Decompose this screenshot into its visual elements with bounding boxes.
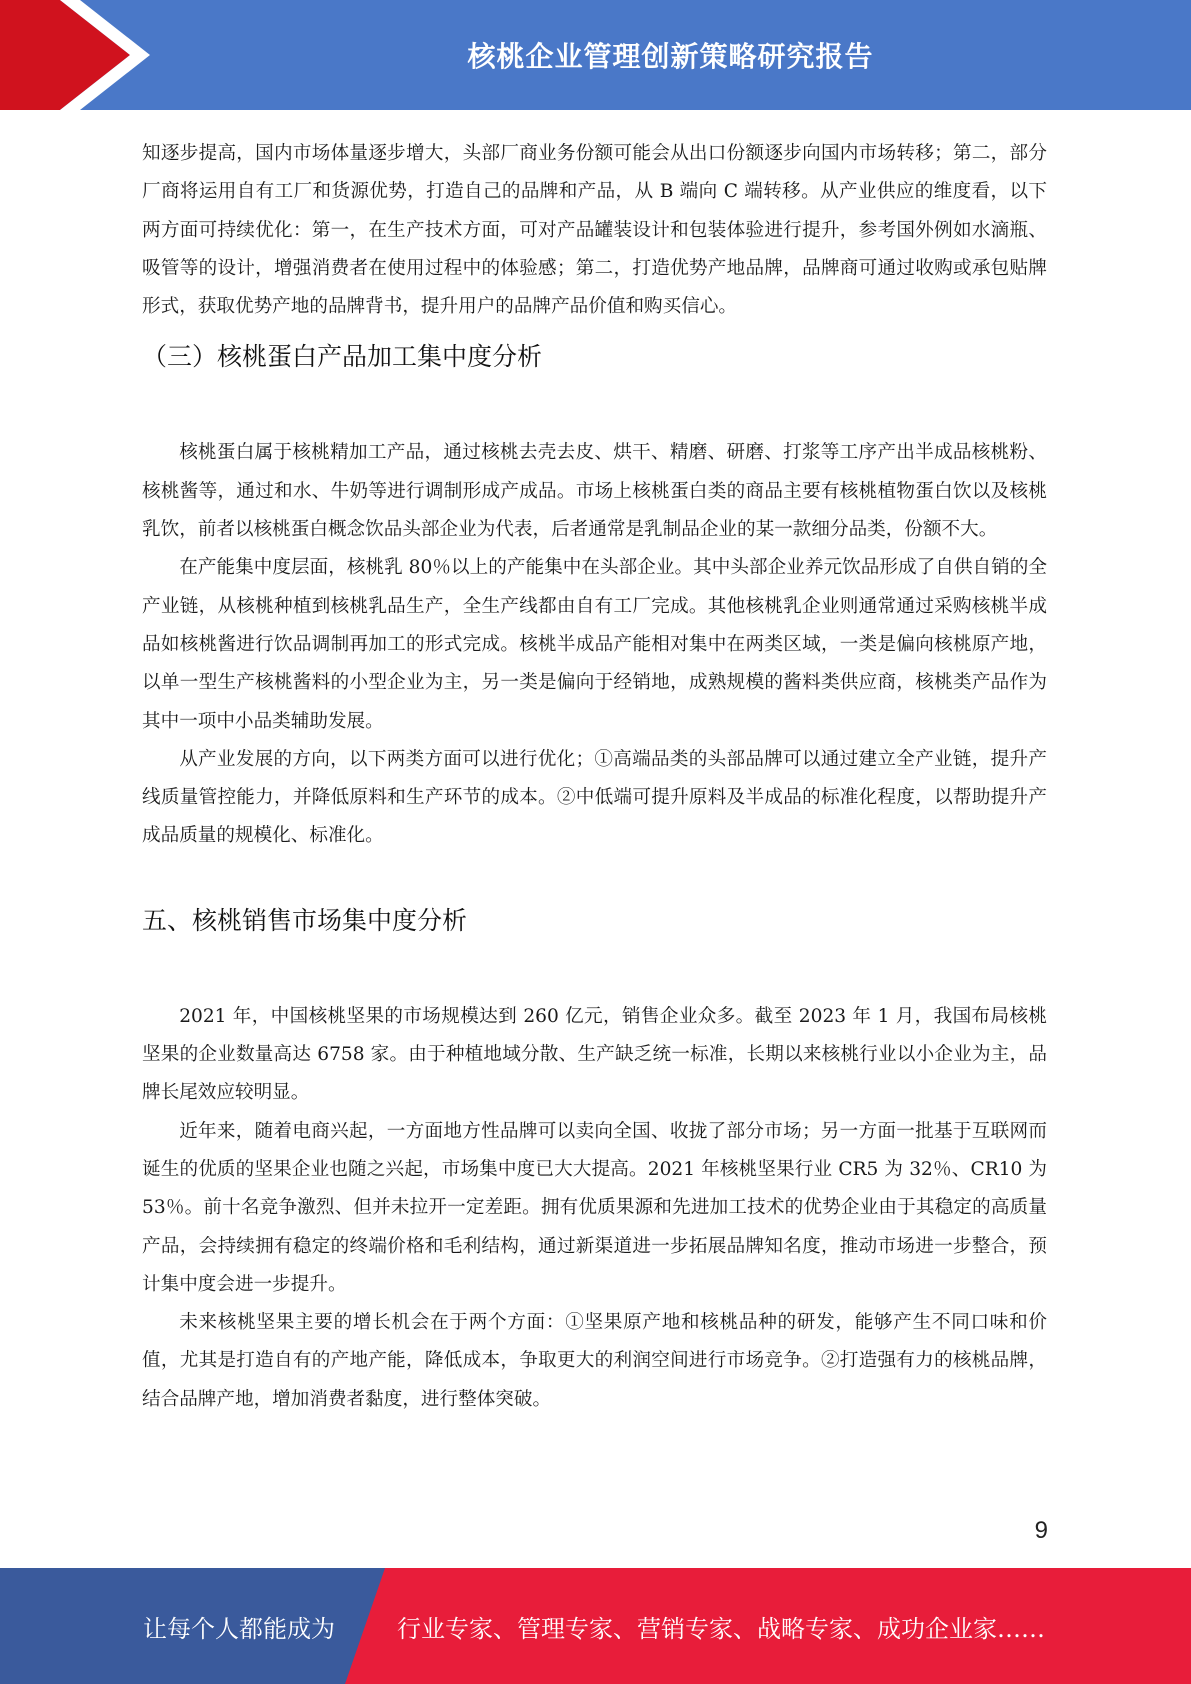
- section3-paragraph-3: 从产业发展的方向，以下两类方面可以进行优化；①高端品类的头部品牌可以通过建立全产业链，提升产线质量管控能力，并降低原料和生产环节的成本。②中低端可提升原料及半成品的标准化程度，以帮助提升产成品质量的规模化、标准化。: [142, 748, 1047, 847]
- page-footer: [0, 1568, 1191, 1684]
- section5-paragraph-1: 2021 年，中国核桃坚果的市场规模达到 260 亿元，销售企业众多。截至 2023 年 1 月，我国布局核桃坚果的企业数量高达 6758 家。由于种植地域分散、生产缺乏统一标准，长期以来核桃行业以小企业为主，品牌长尾效应较明显。: [142, 1005, 1047, 1104]
- page-header: [0, 0, 1191, 110]
- header-title: 核桃企业管理创新策略研究报告: [467, 40, 874, 73]
- intro-paragraph: 知逐步提高，国内市场体量逐步增大，头部厂商业务份额可能会从出口份额逐步向国内市场转移；第二，部分厂商将运用自有工厂和货源优势，打造自己的品牌和产品，从 B 端向 C 端转移。从产业供应的维度看，以下两方面可持续优化：第一，在生产技术方面，可对产品罐装设计和包装体验进行提升，参考国外例如水滴瓶、吸管等的设计，增强消费者在使用过程中的体验感；第二，打造优势产地品牌，品牌商可通过收购或承包贴牌形式，获取优势产地的品牌背书，提升用户的品牌产品价值和购买信心。: [142, 143, 1047, 318]
- footer-slogan-left: 让每个人都能成为: [143, 1614, 335, 1643]
- section5-paragraph-2: 近年来，随着电商兴起，一方面地方性品牌可以卖向全国、收拢了部分市场；另一方面一批基于互联网而诞生的优质的坚果企业也随之兴起，市场集中度已大大提高。2021 年核桃坚果行业 CR5 为 32％、CR10 为 53％。前十名竞争激烈、但并未拉开一定差距。拥有优质果源和先进加工技术的优势企业由于其稳定的高质量产品，会持续拥有稳定的终端价格和毛利结构，通过新渠道进一步拓展品牌知名度，推动市场进一步整合，预计集中度会进一步提升。: [142, 1120, 1047, 1295]
- section5-heading: 五、核桃销售市场集中度分析: [142, 905, 468, 935]
- footer-slogan-right: 行业专家、管理专家、营销专家、战略专家、成功企业家……: [397, 1614, 1045, 1643]
- section3-heading: （三）核桃蛋白产品加工集中度分析: [142, 342, 543, 372]
- page-content: [142, 135, 1047, 1419]
- page-number: 9: [1034, 1517, 1048, 1544]
- section3-paragraph-1: 核桃蛋白属于核桃精加工产品，通过核桃去壳去皮、烘干、精磨、研磨、打浆等工序产出半成品核桃粉、核桃酱等，通过和水、牛奶等进行调制形成产成品。市场上核桃蛋白类的商品主要有核桃植物蛋白饮以及核桃乳饮，前者以核桃蛋白概念饮品头部企业为代表，后者通常是乳制品企业的某一款细分品类，份额不大。: [142, 442, 1047, 541]
- section3-paragraph-2: 在产能集中度层面，核桃乳 80％以上的产能集中在头部企业。其中头部企业养元饮品形成了自供自销的全产业链，从核桃种植到核桃乳品生产，全生产线都由自有工厂完成。其他核桃乳企业则通常通过采购核桃半成品如核桃酱进行饮品调制再加工的形式完成。核桃半成品产能相对集中在两类区域，一类是偏向核桃原产地，以单一型生产核桃酱料的小型企业为主，另一类是偏向于经销地，成熟规模的酱料类供应商，核桃类产品作为其中一项中小品类辅助发展。: [142, 557, 1047, 732]
- section5-paragraph-3: 未来核桃坚果主要的增长机会在于两个方面：①坚果原产地和核桃品种的研发，能够产生不同口味和价值，尤其是打造自有的产地产能，降低成本，争取更大的利润空间进行市场竞争。②打造强有力的核桃品牌，结合品牌产地，增加消费者黏度，进行整体突破。: [142, 1312, 1047, 1410]
